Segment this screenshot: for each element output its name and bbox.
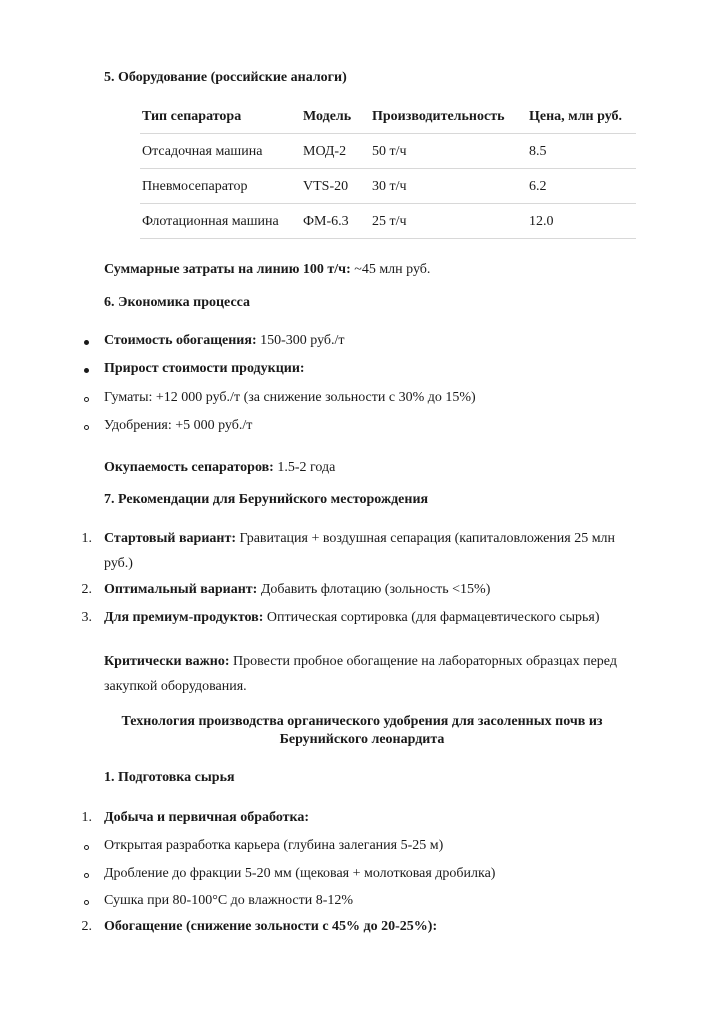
circle-bullet-icon xyxy=(84,900,89,905)
payback-line xyxy=(104,458,335,478)
document-title-line-2: Берунийского леонардита xyxy=(279,732,445,747)
critical-note-label: Критически важно: xyxy=(104,654,230,669)
table-cell: 25 т/ч xyxy=(372,214,407,229)
list-item-label: Для премиум-продуктов: xyxy=(104,610,264,625)
sub-list-item: Сушка при 80-100°C до влажности 8-12% xyxy=(104,893,354,908)
list-number: 2. xyxy=(81,582,92,597)
table-cell: 6.2 xyxy=(529,179,547,194)
total-cost-value: ~45 млн руб. xyxy=(350,262,431,277)
list-item-value: Гравитация + воздушная сепарация (капиталовложения 25 млн xyxy=(236,531,616,546)
list-number: 2. xyxy=(81,919,92,934)
sub-list-item: Удобрения: +5 000 руб./т xyxy=(104,418,253,433)
table-header-capacity: Производительность xyxy=(372,109,505,124)
list-item xyxy=(104,608,600,628)
critical-note-continuation: закупкой оборудования. xyxy=(104,679,247,694)
list-item-label: Обогащение (снижение зольности с 45% до 20-25%): xyxy=(104,919,438,934)
table-divider xyxy=(140,168,636,169)
list-item-label: Прирост стоимости продукции: xyxy=(104,361,305,376)
table-divider xyxy=(140,133,636,134)
list-number: 3. xyxy=(81,610,92,625)
sub-list-item: Открытая разработка карьера (глубина залегания 5-25 м) xyxy=(104,838,444,853)
payback-value: 1.5-2 года xyxy=(273,460,336,475)
table-cell: МОД-2 xyxy=(303,144,347,159)
table-cell: 50 т/ч xyxy=(372,144,407,159)
table-cell: 12.0 xyxy=(529,214,554,229)
circle-bullet-icon xyxy=(84,425,89,430)
list-item-value: Добавить флотацию (зольность <15%) xyxy=(257,582,491,597)
list-item-label: Стоимость обогащения: xyxy=(104,333,257,348)
table-cell: 30 т/ч xyxy=(372,179,407,194)
total-cost-label: Суммарные затраты на линию 100 т/ч: xyxy=(104,262,351,277)
list-item-label: Стартовый вариант: xyxy=(104,531,236,546)
list-item xyxy=(104,529,615,549)
list-item-label: Оптимальный вариант: xyxy=(104,582,258,597)
list-item-label: Добыча и первичная обработка: xyxy=(104,810,310,825)
table-cell: ФМ-6.3 xyxy=(303,214,349,229)
section-7-heading: 7. Рекомендации для Берунийского месторождения xyxy=(104,492,429,507)
sub-list-item: Дробление до фракции 5-20 мм (щековая + молотковая дробилка) xyxy=(104,866,496,881)
table-cell: VTS-20 xyxy=(303,179,349,194)
list-number: 1. xyxy=(81,531,92,546)
table-header-type: Тип сепаратора xyxy=(142,109,242,124)
bullet-icon xyxy=(84,368,89,373)
table-cell: 8.5 xyxy=(529,144,547,159)
total-cost-line xyxy=(104,260,430,280)
list-item-value: 150-300 руб./т xyxy=(256,333,345,348)
table-header-model: Модель xyxy=(303,109,352,124)
critical-note-text: Провести пробное обогащение на лабораторных образцах перед xyxy=(229,654,617,669)
list-item xyxy=(104,917,437,937)
sub-list-item: Гуматы: +12 000 руб./т (за снижение зольности с 30% до 15%) xyxy=(104,390,476,405)
table-header-price: Цена, млн руб. xyxy=(529,109,623,124)
section-6-heading: 6. Экономика процесса xyxy=(104,295,251,310)
list-item xyxy=(104,331,345,351)
list-item-continuation: руб.) xyxy=(104,556,133,571)
bullet-icon xyxy=(84,340,89,345)
document-title-line-1: Технология производства органического удобрения для засоленных почв из xyxy=(121,714,603,729)
critical-note xyxy=(104,652,617,672)
list-item-value: Оптическая сортировка (для фармацевтического сырья) xyxy=(263,610,600,625)
table-divider xyxy=(140,203,636,204)
list-number: 1. xyxy=(81,810,92,825)
circle-bullet-icon xyxy=(84,873,89,878)
table-cell: Пневмосепаратор xyxy=(142,179,248,194)
payback-label: Окупаемость сепараторов: xyxy=(104,460,274,475)
list-item xyxy=(104,580,490,600)
table-cell: Флотационная машина xyxy=(142,214,279,229)
list-item xyxy=(104,808,309,828)
section-1-heading: 1. Подготовка сырья xyxy=(104,770,235,785)
table-divider xyxy=(140,238,636,239)
circle-bullet-icon xyxy=(84,845,89,850)
section-5-heading: 5. Оборудование (российские аналоги) xyxy=(104,70,347,85)
table-cell: Отсадочная машина xyxy=(142,144,263,159)
circle-bullet-icon xyxy=(84,397,89,402)
list-item xyxy=(104,359,305,379)
